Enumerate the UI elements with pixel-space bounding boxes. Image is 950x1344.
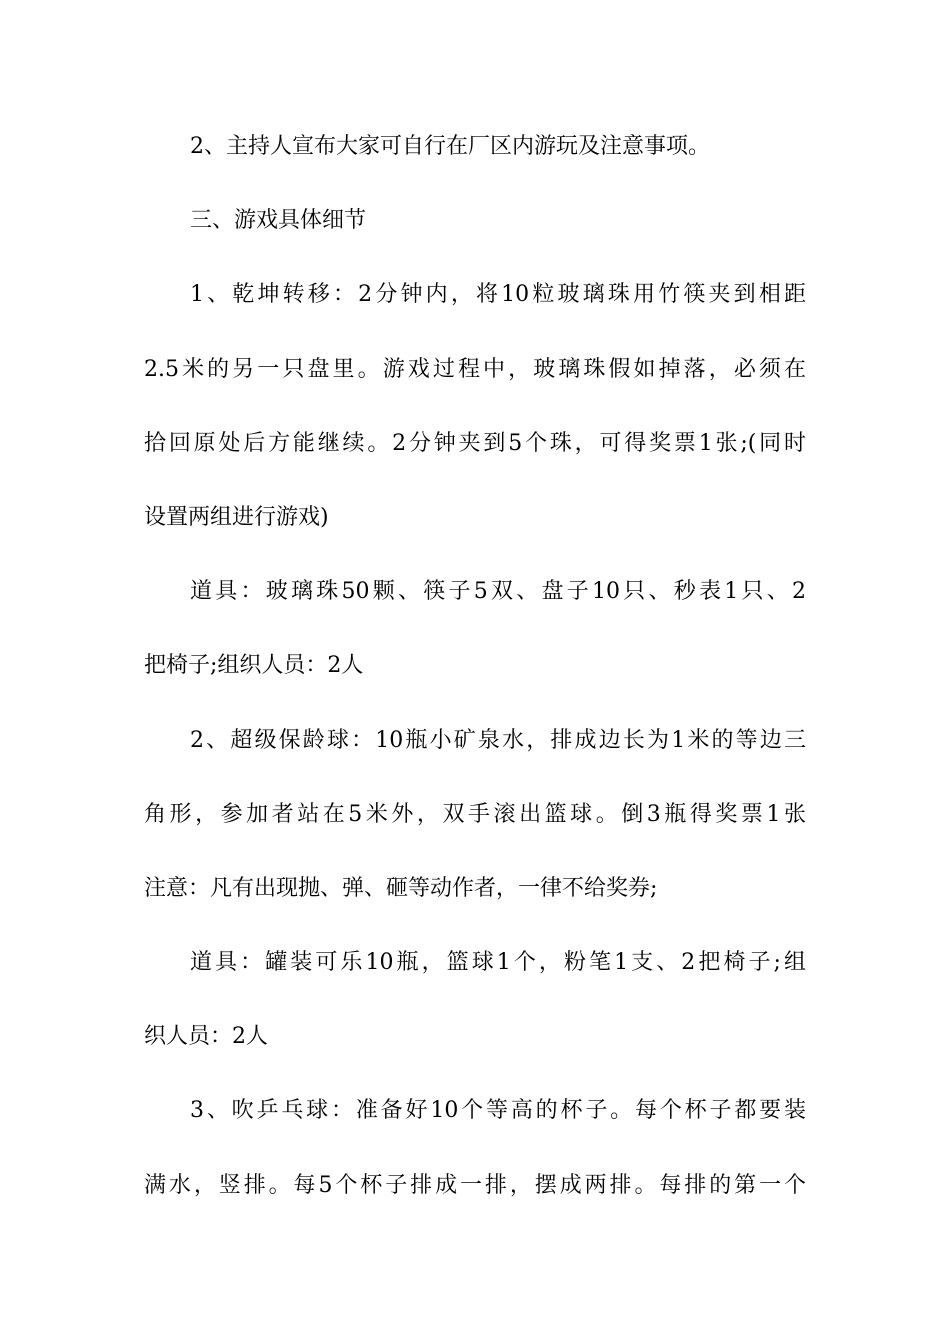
paragraph-line: 把椅子;组织人员：2人 — [144, 653, 364, 679]
paragraph-line: 2.5米的另一只盘里。游戏过程中，玻璃珠假如掉落，必须在 — [144, 356, 806, 382]
paragraph-line: 道具：玻璃珠50颗、筷子5双、盘子10只、秒表1只、2 — [190, 579, 806, 605]
paragraph-line: 满水，竖排。每5个杯子排成一排，摆成两排。每排的第一个 — [144, 1172, 806, 1198]
paragraph-line: 拾回原处后方能继续。2分钟夹到5个珠，可得奖票1张;(同时 — [144, 430, 806, 456]
document-body — [144, 128, 806, 1241]
paragraph-line: 2、超级保龄球：10瓶小矿泉水，排成边长为1米的等边三 — [190, 727, 806, 753]
paragraph-line: 3、吹乒乓球：准备好10个等高的杯子。每个杯子都要装 — [190, 1098, 806, 1124]
paragraph-line: 道具：罐装可乐10瓶，篮球1个，粉笔1支、2把椅子;组 — [190, 950, 806, 976]
paragraph-line: 织人员：2人 — [144, 1024, 268, 1050]
paragraph-line: 角形，参加者站在5米外，双手滚出篮球。倒3瓶得奖票1张 — [144, 801, 806, 827]
paragraph-line: 设置两组进行游戏) — [144, 504, 329, 530]
paragraph-line: 2、主持人宣布大家可自行在厂区内游玩及注意事项。 — [190, 134, 710, 159]
paragraph-line: 注意：凡有出现抛、弹、砸等动作者，一律不给奖券; — [144, 875, 658, 901]
paragraph-line: 1、乾坤转移：2分钟内，将10粒玻璃珠用竹筷夹到相距 — [190, 282, 806, 308]
section-heading: 三、游戏具体细节 — [190, 208, 367, 234]
